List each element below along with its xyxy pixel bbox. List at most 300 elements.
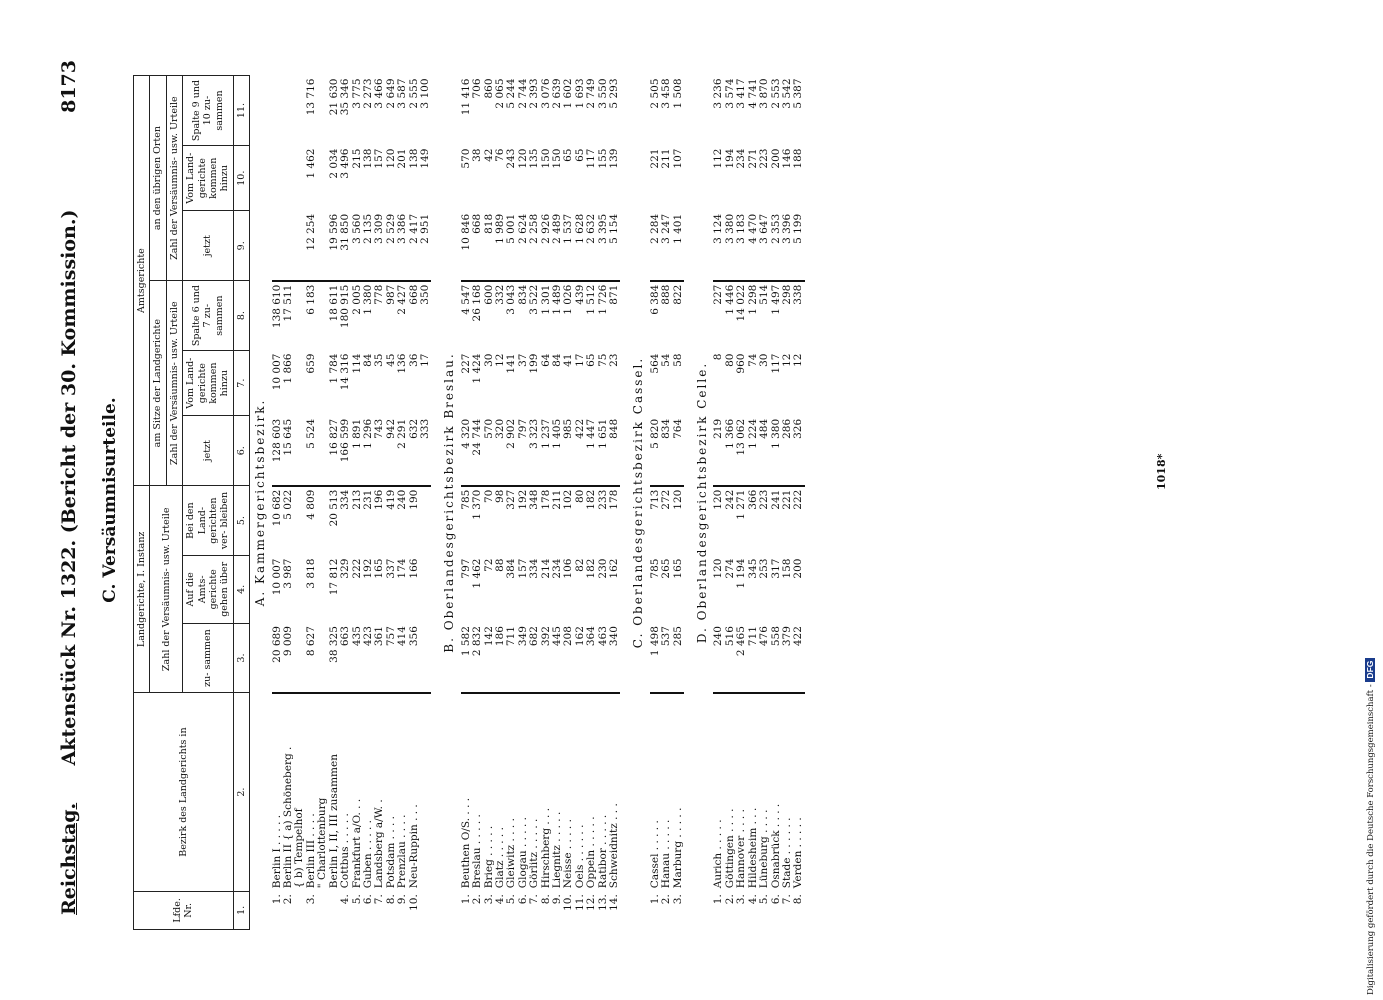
row-bezirk: Göttingen . . . . — [725, 693, 736, 891]
row-bezirk: Oppeln . . . . . — [586, 693, 597, 891]
cell-col-6: 942 — [384, 418, 397, 439]
cell-col-11: 860 — [482, 78, 495, 99]
cell-col-3: 8 627 — [304, 626, 317, 657]
row-bezirk: Breslau . . . . . — [472, 693, 483, 891]
cell-col-10: 135 — [528, 148, 541, 169]
cell-col-4 — [317, 556, 328, 624]
cell-col-5: 20 513 — [329, 486, 340, 556]
cell-col-10: 117 — [585, 148, 598, 169]
cell-col-5: 1 271 — [736, 486, 747, 556]
cell-col-3: 340 — [608, 626, 621, 647]
row-number: 4. — [493, 894, 506, 905]
cell-col-8: 1 726 — [598, 281, 609, 351]
cell-col-5: 5 022 — [283, 486, 294, 556]
cell-col-8: 2 005 — [352, 281, 363, 351]
row-number: 2. — [471, 894, 484, 905]
cell-col-10: 107 — [671, 148, 684, 169]
cell-col-6: 1 296 — [361, 418, 374, 449]
cell-col-6: 16 827 — [327, 418, 340, 456]
cell-col-5: 4 809 — [306, 486, 317, 556]
row-bezirk: Cassel . . . . . — [650, 693, 661, 891]
cell-col-6: 985 — [562, 418, 575, 439]
cell-col-11: 2 065 — [493, 78, 506, 109]
cell-col-11: 2 273 — [361, 78, 374, 109]
row-number: 5. — [758, 894, 771, 905]
group-heading: C. Oberlandesgerichtsbezirk Cassel. — [631, 356, 646, 649]
cell-col-11: 4 741 — [746, 78, 759, 109]
cell-col-7: 114 — [350, 353, 363, 374]
cell-col-10: 3 496 — [339, 148, 352, 179]
cell-col-6: 4 320 — [459, 418, 472, 449]
cell-col-7: 75 — [596, 353, 609, 367]
cell-col-8: 1 380 — [363, 281, 374, 351]
footer-number: 1018* — [1155, 453, 1168, 490]
col-10: Vom Land- gerichte kommen hinzu — [183, 146, 234, 211]
col-3: zu- sammen — [183, 623, 234, 693]
row-number: 7. — [780, 894, 793, 905]
cell-col-10: 139 — [608, 148, 621, 169]
cell-col-8: 14 022 — [736, 281, 747, 351]
cell-col-11: 2 555 — [407, 78, 420, 109]
row-bezirk: { b) Tempelhof — [294, 693, 305, 891]
cell-col-5 — [420, 486, 431, 556]
row-number: 2. — [723, 894, 736, 905]
cell-col-3: 2 465 — [735, 626, 748, 657]
cell-col-6: 834 — [660, 418, 673, 439]
group-spacer — [684, 76, 692, 930]
cell-col-9: 2 284 — [648, 213, 661, 244]
cell-col-8: 1 497 — [771, 281, 782, 351]
row-number: 6. — [516, 894, 529, 905]
col-5: Bei den Land- gerichten ver- bleiben — [183, 486, 234, 556]
cell-col-4: 797 — [459, 558, 472, 579]
cell-col-9: 2 624 — [516, 213, 529, 244]
cell-col-6: 1 366 — [723, 418, 736, 449]
cell-col-4: 337 — [384, 558, 397, 579]
table-row — [759, 76, 770, 930]
cell-col-3: 285 — [671, 626, 684, 647]
col-uebrige: an den übrigen Orten — [150, 76, 166, 281]
cell-col-7: 65 — [585, 353, 598, 367]
cell-col-6 — [317, 416, 328, 486]
cell-col-8: 439 — [575, 281, 586, 351]
cell-col-11: 5 387 — [792, 78, 805, 109]
cell-col-5: 1 370 — [472, 486, 483, 556]
cell-col-5: 223 — [759, 486, 770, 556]
row-number: 8. — [384, 894, 397, 905]
cell-col-6: 2 902 — [505, 418, 518, 449]
table-row — [374, 76, 385, 930]
cell-col-11: 3 417 — [735, 78, 748, 109]
cell-col-5 — [317, 486, 328, 556]
cell-col-11: 21 630 — [327, 78, 340, 116]
cell-col-3: 1 498 — [648, 626, 661, 657]
cell-col-9: 2 489 — [551, 213, 563, 244]
col-6: jetzt — [183, 416, 234, 486]
cell-col-10: 150 — [539, 148, 552, 169]
cell-col-6: 1 447 — [585, 418, 598, 449]
cell-col-11: 11 416 — [459, 78, 472, 116]
cell-col-7: 1 784 — [327, 353, 340, 384]
table-row — [409, 76, 420, 930]
cell-col-5: 334 — [340, 486, 351, 556]
cell-col-10: 200 — [769, 148, 782, 169]
cell-col-10: 2 034 — [327, 148, 340, 179]
row-number: 3. — [735, 894, 748, 905]
cell-col-4: 214 — [539, 558, 552, 579]
cell-col-4: 158 — [780, 558, 793, 579]
cell-col-3: 558 — [769, 626, 782, 647]
cell-col-11: 3 870 — [758, 78, 771, 109]
cell-col-9: 12 254 — [304, 213, 317, 251]
cell-col-5: 231 — [363, 486, 374, 556]
cell-col-6: 333 — [418, 418, 431, 439]
cell-col-9: 3 247 — [660, 213, 673, 244]
cell-col-3: 422 — [792, 626, 805, 647]
cell-col-8: 26 168 — [472, 281, 483, 351]
cell-col-3: 445 — [551, 626, 563, 647]
row-bezirk: Hirschberg . . . — [541, 693, 552, 891]
cell-col-6: 797 — [516, 418, 529, 439]
cell-col-7: 36 — [407, 353, 420, 367]
row-bezirk: Cottbus . . . . . — [340, 693, 351, 891]
cell-col-10 — [272, 146, 283, 211]
cell-col-9 — [317, 211, 328, 281]
cell-col-3: 516 — [723, 626, 736, 647]
cell-col-9: 5 001 — [505, 213, 518, 244]
cell-col-11 — [317, 76, 328, 146]
row-number: 14. — [608, 894, 621, 911]
cell-col-11: 1 602 — [562, 78, 575, 109]
cell-col-11: 3 100 — [418, 78, 431, 109]
cell-col-6: 632 — [407, 418, 420, 439]
cell-col-9: 3 380 — [723, 213, 736, 244]
cell-col-7: 12 — [493, 353, 506, 367]
cell-col-10: 65 — [573, 148, 586, 162]
cell-col-6: 286 — [780, 418, 793, 439]
row-number: 6. — [769, 894, 782, 905]
cell-col-7: 74 — [746, 353, 759, 367]
cell-col-4: 157 — [516, 558, 529, 579]
row-number: 13. — [596, 894, 609, 911]
cell-col-10: 120 — [384, 148, 397, 169]
cell-col-5: 98 — [495, 486, 506, 556]
cell-col-7: 14 316 — [339, 353, 352, 391]
cell-col-10: 138 — [361, 148, 374, 169]
cell-col-7: 12 — [780, 353, 793, 367]
cell-col-5: 182 — [586, 486, 597, 556]
cell-col-8: 4 547 — [461, 281, 472, 351]
row-number: 12. — [585, 894, 598, 911]
cell-col-8 — [317, 281, 328, 351]
row-number: 1. — [270, 894, 283, 905]
cell-col-5: 419 — [386, 486, 397, 556]
row-bezirk: Lüneburg . . . . — [759, 693, 770, 891]
cell-col-8: 822 — [673, 281, 684, 351]
cell-col-5: 196 — [374, 486, 385, 556]
cell-col-11: 5 293 — [608, 78, 621, 109]
digitization-note — [1365, 658, 1376, 995]
cell-col-9: 3 647 — [758, 213, 771, 244]
cell-col-4 — [420, 556, 431, 624]
table-row — [472, 76, 483, 930]
cell-col-4: 253 — [758, 558, 771, 579]
cell-col-6: 15 645 — [282, 418, 295, 456]
row-bezirk: Berlin II { a) Schöneberg . — [283, 693, 294, 891]
row-number: 10. — [562, 894, 575, 911]
cell-col-4: 222 — [350, 558, 363, 579]
row-number: 1. — [648, 894, 661, 905]
cell-col-11: 2 639 — [551, 78, 563, 109]
cell-col-5: 348 — [529, 486, 540, 556]
row-bezirk: Neisse . . . . . — [563, 693, 574, 891]
cell-col-7: 8 — [712, 353, 725, 361]
cell-col-4: 162 — [608, 558, 621, 579]
cell-col-4: 274 — [723, 558, 736, 579]
cell-col-4: 82 — [573, 558, 586, 572]
cell-col-7: 1 424 — [471, 353, 484, 384]
cell-col-3: 379 — [780, 626, 793, 647]
cell-col-8: 1 026 — [563, 281, 574, 351]
col-landgerichte: Landgerichte, I. Instanz — [134, 486, 150, 693]
cell-col-9: 19 596 — [327, 213, 340, 251]
cell-col-3: 476 — [758, 626, 771, 647]
cell-col-5: 222 — [793, 486, 804, 556]
cell-col-6: 1 891 — [350, 418, 363, 449]
cell-col-8: 834 — [518, 281, 529, 351]
cell-col-3: 1 582 — [459, 626, 472, 657]
cell-col-9: 10 846 — [459, 213, 472, 251]
group-heading: B. Oberlandesgerichtsbezirk Breslau. — [442, 352, 457, 653]
cell-col-11: 13 716 — [304, 78, 317, 116]
row-bezirk: Liegnitz . . . . . — [552, 693, 563, 891]
table-row — [736, 76, 747, 930]
cell-col-3: 423 — [361, 626, 374, 647]
cell-col-10: 138 — [407, 148, 420, 169]
cell-col-7: 30 — [482, 353, 495, 367]
table-row — [673, 76, 684, 930]
row-number: 8. — [792, 894, 805, 905]
cell-col-8: 332 — [495, 281, 506, 351]
cell-col-11: 5 244 — [505, 78, 518, 109]
row-bezirk: Ratibor . . . . . — [598, 693, 609, 891]
cell-col-11 — [272, 76, 283, 146]
cell-col-7: 58 — [671, 353, 684, 367]
cell-col-9: 3 396 — [780, 213, 793, 244]
row-bezirk: Hildesheim . . . — [748, 693, 759, 891]
cell-col-3: 682 — [528, 626, 541, 647]
cell-col-5: 242 — [725, 486, 736, 556]
cell-col-7: 227 — [459, 353, 472, 374]
cell-col-5: 10 682 — [272, 486, 283, 556]
cell-col-4: 345 — [746, 558, 759, 579]
cell-col-5: 211 — [552, 486, 563, 556]
cell-col-6: 166 599 — [339, 418, 352, 463]
cell-col-3: 757 — [384, 626, 397, 647]
row-number: 8. — [539, 894, 552, 905]
row-number: 1. — [712, 894, 725, 905]
cell-col-10: 120 — [516, 148, 529, 169]
cell-col-7: 84 — [361, 353, 374, 367]
cell-col-11: 3 466 — [373, 78, 386, 109]
table-row — [397, 76, 408, 930]
cell-col-3: 663 — [339, 626, 352, 647]
cell-col-6: 219 — [712, 418, 725, 439]
row-number — [317, 891, 328, 929]
cell-col-10: 570 — [459, 148, 472, 169]
cell-col-3: 186 — [493, 626, 506, 647]
cell-col-3: 392 — [539, 626, 552, 647]
dfg-logo: DFG — [1365, 658, 1375, 682]
row-number: 1. — [459, 894, 472, 905]
cell-col-10: 65 — [562, 148, 575, 162]
cell-col-7: 10 007 — [270, 353, 283, 391]
cell-col-3: 142 — [482, 626, 495, 647]
cell-col-8: 3 522 — [529, 281, 540, 351]
cell-col-4: 234 — [551, 558, 563, 579]
cell-col-7: 30 — [758, 353, 771, 367]
cell-col-6: 1 651 — [596, 418, 609, 449]
row-bezirk: Frankfurt a/O. . . — [352, 693, 363, 891]
cell-col-9: 2 417 — [407, 213, 420, 244]
cell-col-7: 960 — [735, 353, 748, 374]
row-number: 4. — [746, 894, 759, 905]
cell-col-9: 2 258 — [528, 213, 541, 244]
cell-col-5: 102 — [563, 486, 574, 556]
cell-col-3: 361 — [373, 626, 386, 647]
cell-col-7: 37 — [516, 353, 529, 367]
cell-col-8: 298 — [782, 281, 793, 351]
cell-col-8: 6 384 — [650, 281, 661, 351]
cell-col-10: 221 — [648, 148, 661, 169]
cell-col-9: 31 850 — [339, 213, 352, 251]
cell-col-10: 155 — [596, 148, 609, 169]
cell-col-8: 17 511 — [283, 281, 294, 351]
cell-col-8: 1 489 — [552, 281, 563, 351]
row-bezirk: Osnabrück . . . . — [771, 693, 782, 891]
cell-col-9: 5 199 — [792, 213, 805, 244]
table-row — [317, 76, 328, 930]
cell-col-6: 5 820 — [648, 418, 661, 449]
cell-col-7 — [317, 351, 328, 416]
row-bezirk: Gleiwitz . . . . — [506, 693, 517, 891]
cell-col-11: 3 574 — [723, 78, 736, 109]
cell-col-8: 338 — [793, 281, 804, 351]
cell-col-9: 1 628 — [573, 213, 586, 244]
cell-col-8: 3 043 — [506, 281, 517, 351]
cell-col-3: 9 009 — [282, 626, 295, 657]
row-bezirk: Hannover . . . . — [736, 693, 747, 891]
row-number: 10. — [407, 894, 420, 911]
row-number: 11. — [573, 894, 586, 911]
row-bezirk: Berlin I . . . . . — [272, 693, 283, 891]
cell-col-3: 711 — [746, 626, 759, 647]
cell-col-8: 18 611 — [329, 281, 340, 351]
cell-col-3 — [420, 623, 431, 693]
cell-col-4: 3 987 — [282, 558, 295, 589]
cell-col-11: 3 550 — [596, 78, 609, 109]
cell-col-10: 157 — [373, 148, 386, 169]
row-bezirk: Verden . . . . . — [793, 693, 804, 891]
row-bezirk: Neu-Ruppin . . . — [409, 693, 420, 891]
cell-col-10: 215 — [350, 148, 363, 169]
row-bezirk: Guben . . . . . — [363, 693, 374, 891]
cell-col-6: 484 — [758, 418, 771, 439]
cell-col-3: 537 — [660, 626, 673, 647]
row-bezirk: Potsdam . . . . — [386, 693, 397, 891]
row-number: 2. — [660, 894, 673, 905]
cell-col-11: 2 505 — [648, 78, 661, 109]
cell-col-7: 80 — [723, 353, 736, 367]
statistics-table — [133, 75, 813, 930]
col-11: Spalte 9 und 10 zu- sammen — [183, 76, 234, 146]
cell-col-9: 3 386 — [396, 213, 409, 244]
cell-col-11: 706 — [471, 78, 484, 99]
cell-col-5: 213 — [352, 486, 363, 556]
cell-col-4: 3 818 — [304, 558, 317, 589]
cell-col-4: 10 007 — [270, 558, 283, 596]
cell-col-7: 45 — [384, 353, 397, 367]
group-spacer — [805, 76, 813, 930]
cell-col-9: 2 529 — [384, 213, 397, 244]
row-bezirk: Landsberg a/W. . — [374, 693, 385, 891]
row-number: 7. — [373, 894, 386, 905]
group-spacer — [431, 76, 439, 930]
table-body — [250, 76, 813, 930]
header-center: Aktenstück Nr. 1322. (Bericht der 30. Kommission.) — [58, 209, 80, 766]
cell-col-5: 70 — [484, 486, 495, 556]
row-number — [420, 891, 431, 929]
cell-col-10: 150 — [551, 148, 563, 169]
cell-col-10: 211 — [660, 148, 673, 169]
cell-col-11: 2 649 — [384, 78, 397, 109]
cell-col-4: 192 — [361, 558, 374, 579]
cell-col-10: 201 — [396, 148, 409, 169]
cell-col-5: 178 — [609, 486, 620, 556]
cell-col-6: 743 — [373, 418, 386, 439]
cell-col-10: 146 — [780, 148, 793, 169]
cell-col-4: 317 — [769, 558, 782, 579]
cell-col-5: 178 — [541, 486, 552, 556]
cell-col-7: 41 — [562, 353, 575, 367]
col-am-sitze: am Sitze der Landgerichte — [150, 281, 166, 486]
cell-col-6: 1 237 — [539, 418, 552, 449]
cell-col-8: 888 — [661, 281, 672, 351]
row-bezirk: Prenzlau . . . . — [397, 693, 408, 891]
cell-col-7: 659 — [304, 353, 317, 374]
cell-col-8: 871 — [609, 281, 620, 351]
group-heading: D. Oberlandesgerichtsbezirk Celle. — [695, 361, 710, 644]
col-bezirk: Bezirk des Landgerichts in — [134, 693, 234, 891]
cell-col-4: 1 462 — [471, 558, 484, 589]
group-heading: A. Kammergerichtsbezirk. — [253, 398, 268, 607]
cell-col-3: 349 — [516, 626, 529, 647]
cell-col-7: 117 — [769, 353, 782, 374]
cell-col-3: 162 — [573, 626, 586, 647]
cell-col-5: 713 — [650, 486, 661, 556]
cell-col-5: 366 — [748, 486, 759, 556]
cell-col-9: 1 989 — [493, 213, 506, 244]
cell-col-8: 1 301 — [541, 281, 552, 351]
row-bezirk: Hanau . . . . . — [661, 693, 672, 891]
cell-col-9: 3 309 — [373, 213, 386, 244]
cell-col-3: 463 — [596, 626, 609, 647]
cell-col-8: 227 — [713, 281, 724, 351]
cell-col-6: 422 — [573, 418, 586, 439]
row-bezirk: Marburg . . . . . — [673, 693, 684, 891]
cell-col-5: 192 — [518, 486, 529, 556]
row-bezirk: Görlitz . . . . . — [529, 693, 540, 891]
